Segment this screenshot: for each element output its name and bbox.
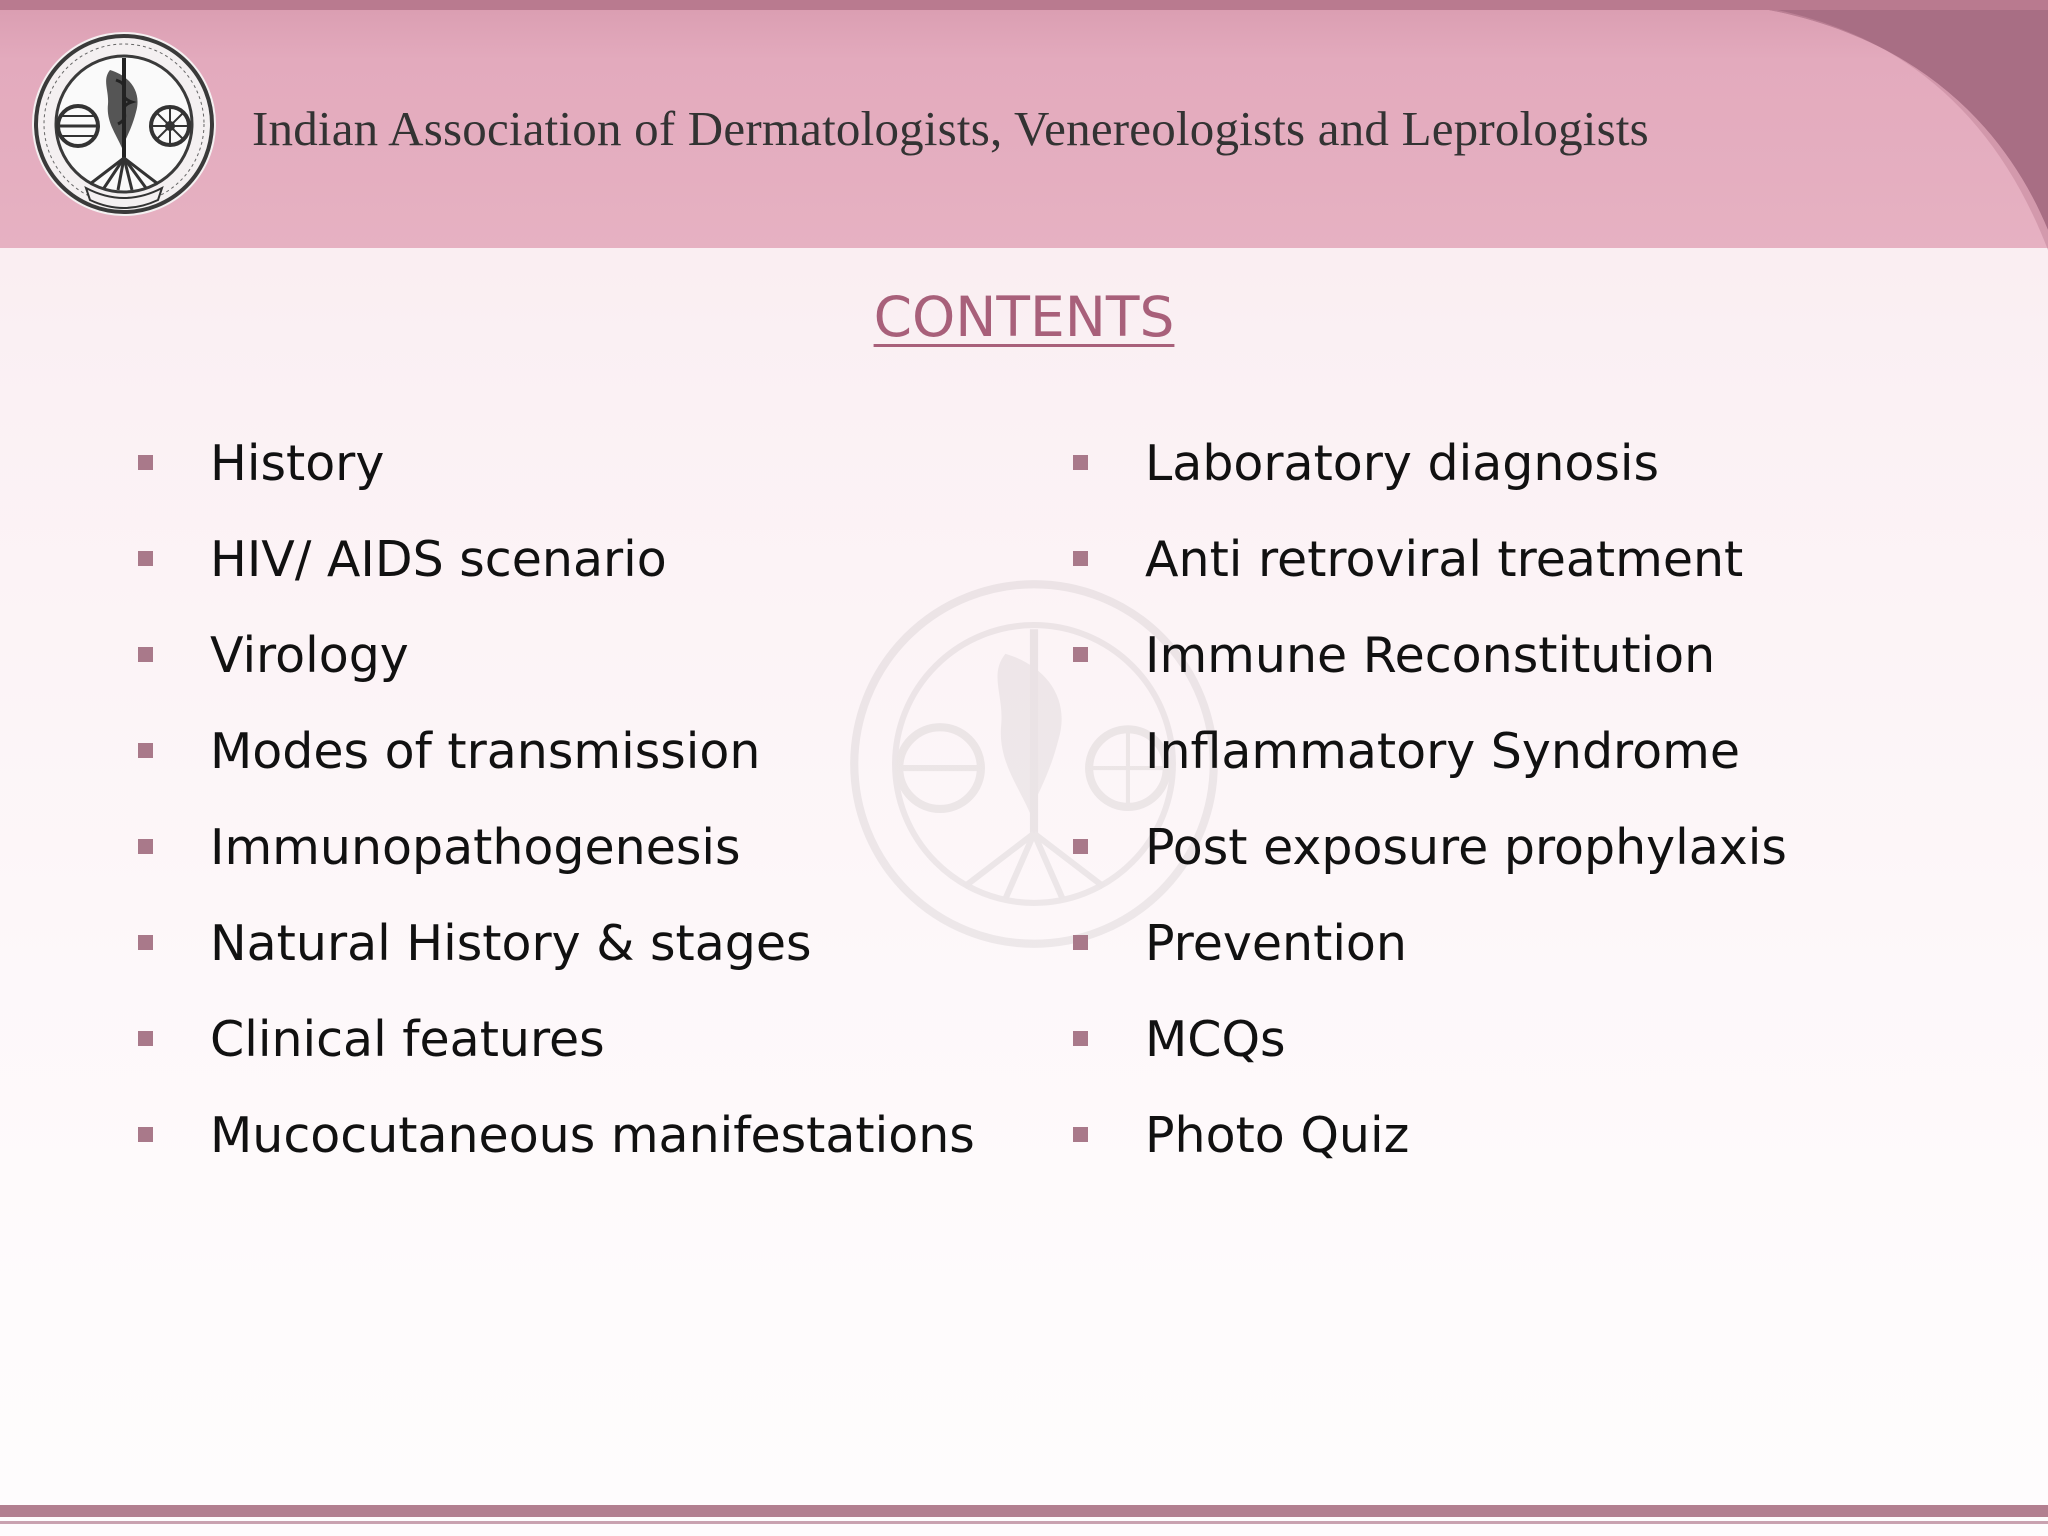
list-item <box>1073 528 1973 624</box>
square-bullet-icon <box>1073 1031 1088 1046</box>
organization-name: Indian Association of Dermatologists, Venereologists and Leprologists <box>252 101 1649 156</box>
list-item <box>1073 624 1973 720</box>
square-bullet-icon <box>138 935 153 950</box>
list-item-label: Immunopathogenesis <box>210 819 741 876</box>
iadvl-emblem-icon <box>30 30 218 218</box>
footer-line <box>0 1505 2048 1517</box>
square-bullet-icon <box>1073 455 1088 470</box>
square-bullet-icon <box>138 1127 153 1142</box>
list-item-label: Virology <box>210 627 409 684</box>
list-item <box>1073 816 1973 912</box>
square-bullet-icon <box>138 551 153 566</box>
list-item <box>1073 720 1973 816</box>
list-item <box>1073 432 1973 528</box>
list-item-label: Modes of transmission <box>210 723 761 780</box>
list-item <box>138 720 1038 816</box>
square-bullet-icon <box>138 455 153 470</box>
list-item-label: Post exposure prophylaxis <box>1145 819 1787 876</box>
list-item-label: Prevention <box>1145 915 1407 972</box>
square-bullet-icon <box>1073 647 1088 662</box>
list-item <box>138 1008 1038 1104</box>
list-item <box>138 912 1038 1008</box>
list-item <box>138 816 1038 912</box>
square-bullet-icon <box>138 647 153 662</box>
square-bullet-icon <box>1073 551 1088 566</box>
list-item-label: Immune Reconstitution <box>1145 627 1716 684</box>
list-item-label: History <box>210 435 385 492</box>
list-item-label: HIV/ AIDS scenario <box>210 531 667 588</box>
list-item <box>1073 912 1973 1008</box>
footer-line-thin <box>0 1521 2048 1524</box>
contents-list-right <box>1073 432 1973 1200</box>
list-item-label: Anti retroviral treatment <box>1145 531 1744 588</box>
square-bullet-icon <box>1073 839 1088 854</box>
list-item <box>138 528 1038 624</box>
header-top-line <box>0 0 2048 10</box>
list-item-label: Photo Quiz <box>1145 1107 1410 1164</box>
list-item-label: Inflammatory Syndrome <box>1145 723 1740 780</box>
list-item <box>138 1104 1038 1200</box>
list-item-label: MCQs <box>1145 1011 1286 1068</box>
list-item <box>138 432 1038 528</box>
list-item-label: Mucocutaneous manifestations <box>210 1107 975 1164</box>
list-item <box>138 624 1038 720</box>
square-bullet-icon <box>138 839 153 854</box>
square-bullet-icon <box>1073 1127 1088 1142</box>
square-bullet-icon <box>138 1031 153 1046</box>
square-bullet-icon <box>138 743 153 758</box>
list-item-label: Laboratory diagnosis <box>1145 435 1660 492</box>
list-item <box>1073 1008 1973 1104</box>
list-item <box>1073 1104 1973 1200</box>
square-bullet-icon <box>1073 935 1088 950</box>
contents-list-left <box>138 432 1038 1200</box>
list-item-label: Natural History & stages <box>210 915 812 972</box>
list-item-label: Clinical features <box>210 1011 605 1068</box>
page-title: CONTENTS <box>873 285 1175 349</box>
